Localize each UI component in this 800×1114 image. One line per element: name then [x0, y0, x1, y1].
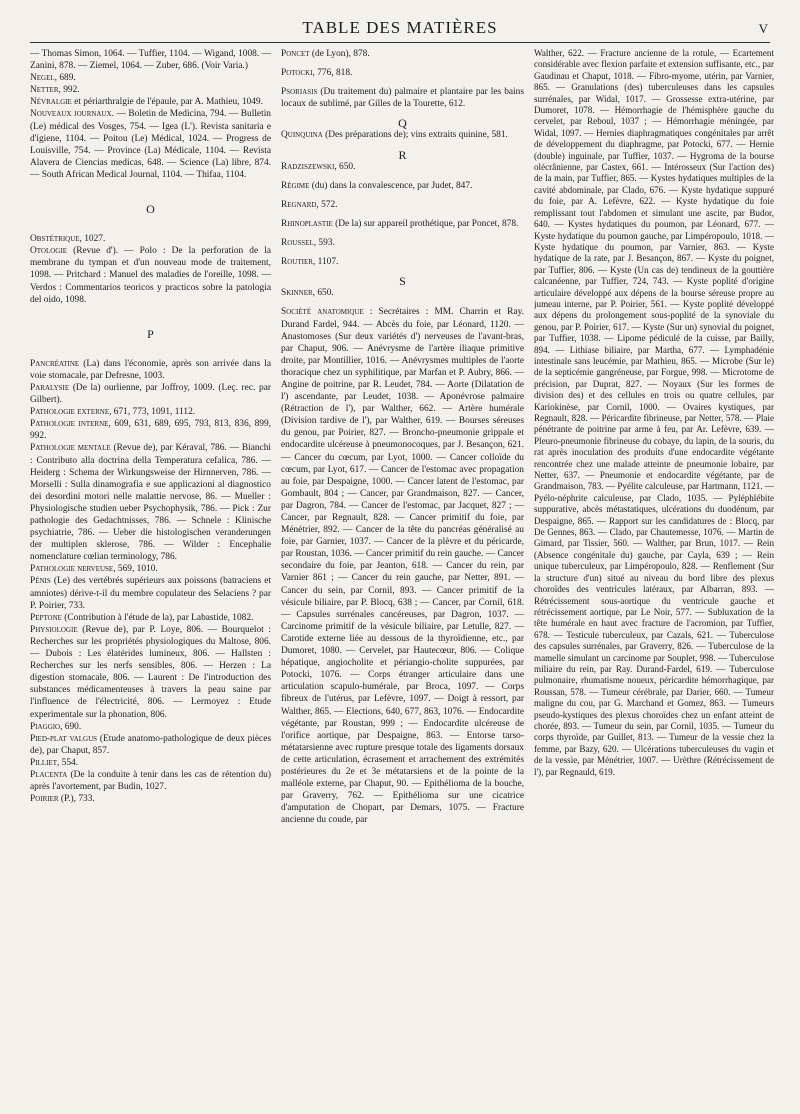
entry-head: Pathologie nerveuse: [30, 564, 114, 575]
entry-head: Paralysie: [30, 382, 70, 393]
index-entry: [30, 358, 271, 382]
index-columns: [30, 48, 774, 1106]
entry-text: et périarthralgie de l'épaule, par A. Mathieu, 1049.: [71, 97, 263, 108]
entry-text: (du) dans la convalescence, par Judet, 847.: [309, 180, 473, 191]
entry-text: (La) dans l'économie, après son arrivée dans la voie stomacale, par Defresne, 1003.: [30, 358, 271, 381]
entry-head: Société anatomique: [281, 307, 364, 318]
index-entry: [30, 442, 271, 563]
section-letter: O: [146, 202, 155, 217]
index-entry: [281, 86, 524, 110]
entry-head: Pathologie interne: [30, 419, 109, 430]
entry-text: . — Boletin de Medicina, 794. — Bulletin (Le) médical des Vosges, 754. — Igea (L'). Revista sanitaria e d'igiene, 1104. — Poitou (Le) Médical, 1024. — Progress de Louisville, 754. — Province (La) Médicale, 1104. — Revista Alavera de Ciencias medicas, 648. — Science (La) libre, 874. — South African Medical Journal, 1104. — Thifaa, 1104.: [30, 109, 271, 180]
entry-text: (Revue de), par P. Loye, 806. — Bourquelot : Recherches sur les propriétés physiologiques du Maltose, 806. — Dubois : Les élatérides lumineux, 806. — Hallsten : Recherches sur les nerfs sensibles, 806. — Herzen : La digestion stomacale, 806. — Laurent : De l'introduction des substances médicamenteuses à travers la peau saine par l'influence de l'électricité, 806. — Lermoyez : Etude experimentale sur la phonation, 806.: [30, 624, 271, 720]
index-entry: [281, 218, 524, 230]
entry-text: , 1027.: [79, 234, 106, 245]
entry-text: , 554.: [56, 757, 79, 768]
entry-head: Poirier: [30, 794, 59, 805]
entry-head: Radziszewski: [281, 161, 335, 172]
index-entry: [30, 48, 271, 72]
entry-text: : Secrétaires : MM. Charrin et Ray. Durand Fardel, 944. — Abcès du foie, par Léonard, 1120. — Anastomoses (Sur deux variétés d') nerveuses de l'avant-bras, par Chaput, 906. — Anévrysme de l'artère iliaque primitive droite, par Montillier, 1016. — Anévrysmes multiples de l'aorte thoracique chez un syphilitique, par Marfan et P. Aubry, 866. — Angine de poitrine, par R. Leudet, 784. — Aorte (Dilatation de l') ascendante, par Leudet, 1038. — Aponévrose palmaire (Rétraction de l'), par Walther, 662. — Artère humérale (Division tardive de l'), par Walther, 619. — Bourses séreuses du genou, par Poirier, 827. — Broncho-pneumonie grippale et endocardite ulcéreuse à pneumonocoques, par J. Besançon, 621. — Cancer du cœcum, par Lyot, 1000. — Cancer colloïde du cœcum, par Lyot, 617. — Cancer de l'estomac avec propagation au foie, par Despaigne, 1000. — Cancer latent de l'estomac, par Gombault, 804 ; — Cancer, par Grandmaison, 827. — Cancer, par Dagron, 784. — Cancer de l'estomac, par Jacquet, 827 ; — Cancer, par Regnault, 828. — Cancer primitif du foie, par Ménétrier, 892. — Cancer de la tête du pancréas généralisé au foie, par Garnier, 1037. — Cancer de la plèvre et du péricarde, par Roustan, 1036. — Cancer primitif du rein gauche. — Cancer secondaire du foie, par Jeanton, 618. — Cancer du rein, par Varnier 861 ; — Cancer du rein gauche, par Netter, 891. — Cancer du sein, par Cornil, 893. — Cancer primitif de la vésicule biliaire, par P. Blocq, 638 ; — Cancer, par Cornil, 618. — Capsules surrénales cancéreuses, par Dagron, 1037. — Carcinome primitif de la vésicule biliaire, par Letulle, 827. — Carotide externe liée au dessous de la thyroïdienne, etc., par Dumoret, 1080. — Cervelet, par Hautecœur, 806. — Colique hépatique, angiocholite et périangio-cholite suppurées, par Potocki, 1076. — Corps étranger articulaire dans une articulation scapulo-humérale, par Broca, 1097. — Corps fibreux de l'utérus, par Lefèvre, 1097. — Doigt à ressort, par Walther, 865. — Elections, 640, 677, 863, 1076. — Endocardite végétante, par Roustan, 999 ; — Endocardite ulcéreuse de l'orifice aortique, par Despaigne, 863. — Entorse tarso-métatarsienne avec rupture presque totale des ligaments dorsaux de cette articulation, écrasement et arrachement des extrémités postérieures du 2e et 3e métatarsiens et de la pointe de la malléole externe, par Chaput, 90. — Epithélioma de la bouche, par Graverry, 762. — Epithélioma sur une cicatrice d'amputation de Chopart, par Demars, 1075. — Fracture ancienne du coude, par: [281, 307, 524, 826]
index-entry: [30, 382, 271, 406]
page-number: V: [758, 21, 768, 36]
index-entry: [281, 180, 524, 192]
entry-head: Pathologie externe: [30, 407, 110, 418]
index-entry: [30, 612, 271, 624]
entry-text: , 992.: [58, 85, 80, 96]
index-entry: [30, 245, 271, 305]
index-entry: [281, 237, 524, 249]
entry-text: , 776, 818.: [312, 68, 353, 79]
entry-text: , 609, 631, 689, 695, 793, 813, 836, 899, 992.: [30, 419, 271, 442]
entry-text: , 569, 1010.: [113, 564, 158, 575]
index-entry: [30, 575, 271, 611]
entry-head: Regnard: [281, 199, 317, 210]
entry-text: (Du traitement du) palmaire et plantaire par les bains locaux de sublimé, par Gilles de la Tourette, 612.: [281, 87, 524, 110]
entry-head: Poncet: [281, 49, 310, 59]
entry-head: Névralgie: [30, 97, 72, 108]
entry-text: , 593.: [313, 238, 335, 249]
entry-text: , 690.: [60, 721, 82, 732]
entry-head: Pénis: [30, 576, 51, 587]
entry-head: Pancréatine: [30, 358, 80, 369]
index-column-3: [534, 48, 774, 1106]
entry-text: (De la) ourlienne, par Joffroy, 1009. (Leç. rec. par Gilbert).: [30, 382, 271, 406]
entry-head: Pathologie mentale: [30, 443, 111, 454]
entry-text: , 671, 773, 1091, 1112.: [109, 407, 196, 418]
index-entry: [281, 67, 524, 79]
index-entry: [30, 757, 271, 769]
index-column-2: [281, 48, 524, 1106]
entry-text: — Thomas Simon, 1064. — Tuffier, 1104. — Wigand, 1008. — Zanini, 878. — Ziemel, 1064. — Zuber, 686. (Voir Varia.): [30, 49, 271, 72]
index-entry: [281, 287, 524, 299]
index-entry: [30, 769, 271, 793]
entry-text: , 689.: [54, 73, 76, 84]
entry-head: Peptone: [30, 612, 62, 623]
entry-text: Walther, 622. — Fracture ancienne de la rotule, — Ecartement considérable avec flexion parfaite et extension suffisante, etc., par Gaudinau et Chaput, 1018. — Fibro-myome, utérin, par Varnier, 865. — Granulations (des) tuberculeuses dans les capsules surrénales, par Widal, 1017. — Grossesse extra-utérine, par Dumoret, 1078. — Hémorrhagie de l'hémisphère gauche du cervelet, par Reboul, 1037 ; — Hémorrhagie méningée, par Widal, 1097. — Hernies diaphragmatiques congénitales par arrêt de développement du diaphragme, par Potocki, 677. — Hernie (double) inguinale, par Tuffier, 1037. — Hygroma de la bourse olécrânienne, par Castex, 661. — Intérosseux (Sur l'action des) de la main, par Tuffier, 865. — Kystes hydatiques multiples de la cavité abdominale, par Clado, 676. — Kyste hydatique suppuré du foie, par A. Lefèvre, 622. — Kyste hydatique du foie remplissant tout l'abdomen et simulant une ascite, par Budor, 640. — Kystes hydatiques du poumon, par Léonard, 677. — Kyste hydatique du poumon gauche, par Limpéropoulo, 1018. — Kyste hydatique du poumon, par Varnier, 863. — Kyste hydatique de la rate, par J. Besançon, 867. — Kyste du poignet, par Tuffier, 806. — Kyste (Un cas de) tendineux de la gouttière calcanéenne, par Tuffier, 724, 743. — Kyste poplité d'origine articulaire développé aux dépens de la bourse séreuse propre au jumeau interne, par P. Poirier, 561. — Kyste poplité développé aux dépens du prolongement sous-poplité de la synoviale du genou, par P. Poirier, 617. — Kyste (Sur un) synovial du poignet, par Tuffier, 1038. — Lipome pédiculé de la cuisse, par Bailly, 894. — Lithiase biliaire, par Martha, 677. — Lymphadénie intestinale sans leucémie, par Mathieu, 865. — Microbe (Sur le) de la septicémie gangréneuse, par Forgue, 998. — Microtome de précision, par Duprat, 827. — Noyaux (Sur les formes de division des) et des cellules en trois ou quatre cellules, par Kariokinèse, par Cornil, 1000. — Ovaires kystiques, par Regnault, 828. — Péricardite fibrineuse, par Netter, 578. — Plaie pénétrante de poitrine par arme à feu, par Ar. Lefèvre, 639. — Pleuro-pneumonie fibrineuse du cobaye, du lapin, de la souris, du rat après inoculation des produits d'une endocardite végétante rencontrée chez une malade atteinte de pneumonie lobaire, par Netter, 637. — Pneumonie et endocardite végétante, par de Grandmaison, 783. — Pyélite calculeuse, par Hartmann, 1121. — Pyélo-néphrite calculeuse, par Clado, 1035. — Pyléphlébite suppurative, abcès métastatiques, ulcérations du duodénum, par Despaigne, 865. — Rapport sur les candidatures de : Blocq, par De Gennes, 863. — Clado, par Chautemesse, 1076. — Martin de Gimard, par Tissier, 560. — Walther, par Brun, 1017. — Rein (Absence congénitale du) gauche, par Cayla, 639 ; — Rein unique tuberculeux, par Limpéropoulo, 828. — Renflement (Sur la structure d'un) situé au niveau du bord libre des plexus choroïdes des ventricules latéraux, par Albarran, 893. — Rétrécissement sous-aortique du ventricule gauche et rétrécissement aortique, par Le Noir, 577. — Subluxation de la tête humérale en haut avec fracture de l'acromion, par Tuffier, 678. — Testicule tuberculeux, par Cazals, 621. — Tuberculose des capsules surrénales, par Graverry, 826. — Tuberculose de la mamelle simulant un carcinome par Souplet, 998. — Tuberculose miliaire du rein, par Ray. Durand-Fardel, 619. — Tuberculose pulmonaire, rhumatisme noueux, péricardite hémorrhagique, par Roussan, 578. — Tumeur cérébrale, par Darier, 660. — Tumeur maligne du cou, par G. Marchand et Gomez, 863. — Tumeurs pseudo-kystiques des plexus choroïdes chez un enfant atteint de chorée, 893. — Tumeur du sein, par Cornil, 1035. — Tumeur du corps thyroïde, par Guillet, 813. — Tumeur de la vessie chez la femme, par Bazy, 620. — Ulcérations tuberculeuses du vagin et de la vessie, par Ménétrier, 1007. — Urèthre (Rétrécissement de l'), par Regnauld, 619.: [534, 48, 774, 777]
entry-head: Psoriasis: [281, 87, 318, 98]
index-entry: [30, 563, 271, 575]
section-letter: S: [399, 274, 406, 289]
section-letter: P: [147, 326, 154, 341]
index-entry: [281, 199, 524, 211]
entry-text: , 650.: [334, 161, 356, 172]
index-entry: [30, 793, 271, 805]
entry-text: (Le) des vertébrés supérieurs aux poissons (batraciens et amniotes) dérive-t-il du membre copulateur des Selaciens ? par P. Poirier, 733.: [30, 576, 271, 611]
index-entry: [30, 96, 271, 108]
entry-text: , 1107.: [312, 257, 339, 268]
entry-head: Obstétrique: [30, 234, 80, 245]
entry-head: Nouveaux journaux: [30, 109, 112, 120]
index-entry: [30, 72, 271, 84]
entry-head: Rhinoplastie: [281, 218, 333, 229]
section-letter: Q: [398, 116, 407, 131]
entry-head: Placenta: [30, 769, 68, 780]
entry-text: (de Lyon), 878.: [309, 49, 370, 59]
entry-text: (Revue de), par Kéraval, 786. — Bianchi : Contributo alla doctrina della Temperatura cefalica, 786. — Heiderg : Schema der Wirkungsweise der Hirnnerven, 786. — Morselli : Sulla dinamografia e sue applicazioni al diagnostico dei desordini motori nelle malattie nervose, 86. — Mueller : Physiologische studien ueber Psychophysik, 786. — Pick : Zur pathologie des Gedachtnisses, 786. — Schnele : Klinische psychiatrie, 786. — Ueber die histologischen veranderungen der multiplen sklerose, 786. — Wilder : Encephalie nomenclature cœlian terminology, 786.: [30, 443, 271, 563]
index-entry: [30, 721, 271, 733]
page-title: TABLE DES MATIÈRES: [302, 18, 498, 37]
index-entry: [534, 48, 774, 778]
entry-head: Potocki: [281, 68, 313, 79]
index-entry: [30, 108, 271, 181]
index-entry: [281, 48, 524, 60]
entry-text: , 572.: [316, 199, 338, 210]
entry-head: Netter: [30, 85, 59, 96]
entry-head: Régime: [281, 180, 310, 191]
entry-text: (Contribution à l'étude de la), par Labastide, 1082.: [61, 612, 254, 623]
entry-text: (Revue d'). — Polo : De la perforation de la membrane du tympan et d'un nouveau mode de traitement, 1098. — Pritchard : Manuel des maladies de l'oreille, 1098. — Verdos : Commentarios teoricos y practicos sobre la patologia del oido, 1098.: [30, 246, 271, 305]
entry-head: Routier: [281, 257, 313, 268]
entry-text: (P.), 733.: [58, 794, 95, 805]
entry-head: Physiologie: [30, 624, 78, 635]
entry-text: , 650.: [312, 288, 334, 299]
entry-head: Piaggio: [30, 721, 61, 732]
index-column-1: [30, 48, 271, 1106]
entry-head: Otologie: [30, 246, 67, 257]
index-entry: [30, 84, 271, 96]
entry-head: Pilliet: [30, 757, 57, 768]
index-entry: [281, 129, 524, 141]
index-entry: [281, 161, 524, 173]
index-entry: [281, 306, 524, 826]
index-entry: [30, 418, 271, 442]
index-entry: [30, 233, 271, 245]
entry-text: (De la) sur appareil prothétique, par Poncet, 878.: [332, 218, 519, 229]
entry-text: (De la conduite à tenir dans les cas de rétention du) après l'avortement, par Budin, 1027.: [30, 769, 271, 793]
section-letter: R: [398, 147, 407, 162]
page-header: [30, 18, 770, 43]
entry-head: Skinner: [281, 288, 313, 299]
index-entry: [281, 256, 524, 268]
index-entry: [30, 624, 271, 721]
entry-head: Pied-plat valgus: [30, 733, 98, 744]
index-entry: [30, 406, 271, 418]
entry-head: Negel: [30, 73, 55, 84]
index-entry: [30, 733, 271, 757]
entry-head: Roussel: [281, 238, 314, 249]
entry-head: Quinquina: [281, 130, 323, 141]
entry-text: (Des préparations de); vins extraits quinine, 581.: [322, 130, 508, 141]
entry-text: (Etude anatomo-pathologique de deux pièces de), par Chaput, 857.: [30, 733, 271, 756]
